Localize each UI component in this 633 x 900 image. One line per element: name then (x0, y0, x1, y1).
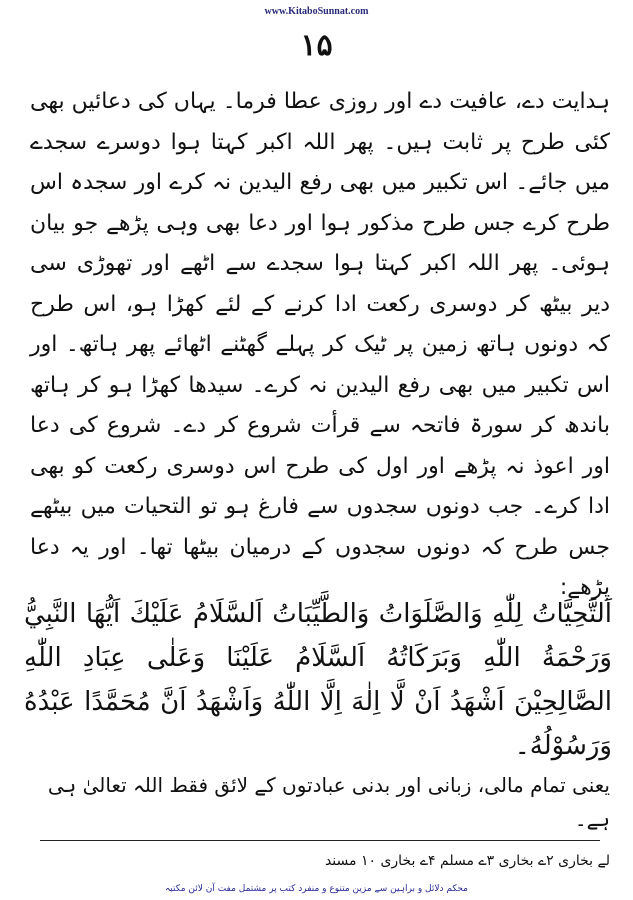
footnote-divider (40, 840, 600, 841)
footnotes: لے بخاری ۲ے بخاری ۳ے مسلم ۴ے بخاری ۱۰ مسند (324, 853, 610, 869)
dua-translation: یعنی تمام مالی، زبانی اور بدنی عبادتوں کے لائق فقط اللہ تعالیٰ ہی ہے۔ (47, 773, 610, 831)
site-url: www.KitaboSunnat.com (264, 6, 369, 17)
footer-banner: محکم دلائل و براہین سے مزین متنوع و منفرد کتب پر مشتمل مفت آن لائن مکتبہ (165, 884, 468, 894)
tashahhud-dua: اَلتَّحِيَّاتُ لِلّٰهِ وَالصَّلَوَاتُ وَالطَّيِّبَاتُ اَلسَّلَامُ عَلَيْكَ اَيُّهَا النَّبِيُّ وَرَحْمَةُ اللّٰهِ وَبَرَكَاتُهُ اَلسَّلَامُ عَلَيْنَا وَعَلٰى عِبَادِ اللّٰهِ الصَّالِحِيْنَ اَشْهَدُ اَنْ لَّا اِلٰهَ اِلَّا اللّٰهُ وَاَشْهَدُ اَنَّ مُحَمَّدًا عَبْدُهُ وَرَسُوْلُهُ۔ (24, 599, 612, 761)
page-number: ۱۵ (300, 28, 333, 63)
body-paragraph-block (30, 82, 610, 609)
body-paragraph: ہدایت دے، عافیت دے اور روزی عطا فرما۔ یہاں کی دعائیں بھی کئی طرح پر ثابت ہیں۔ پھر اللہ اکبر کہتا ہوا دوسرے سجدے میں جائے۔ اس تکبیر میں بھی رفع الیدین نہ کرے اور سجدہ اس طرح کرے جس طرح مذکور ہوا اور دعا بھی وہی پڑھے جو بیان ہوئی۔ پھر اللہ اکبر کہتا ہوا سجدے سے اٹھے اور تھوڑی سی دیر بیٹھ کر دوسری رکعت ادا کرنے کے لئے کھڑا ہو، اس طرح کہ دونوں ہاتھ زمین پر ٹیک کر پہلے گھٹنے اٹھائے پھر ہاتھ۔ اور اس تکبیر میں بھی رفع الیدین نہ کرے۔ سیدھا کھڑا ہو کر ہاتھ باندھ کر سورۃ فاتحہ سے قرأت شروع کر دے۔ شروع کی دعا اور اعوذ نہ پڑھے اور اول کی طرح اس دوسری رکعت کو بھی ادا کرے۔ جب دونوں سجدوں سے فارغ ہو تو التحیات میں بیٹھے جس طرح کہ دونوں سجدوں کے درمیان بیٹھا تھا۔ اور یہ دعا پڑھے: (30, 89, 610, 600)
